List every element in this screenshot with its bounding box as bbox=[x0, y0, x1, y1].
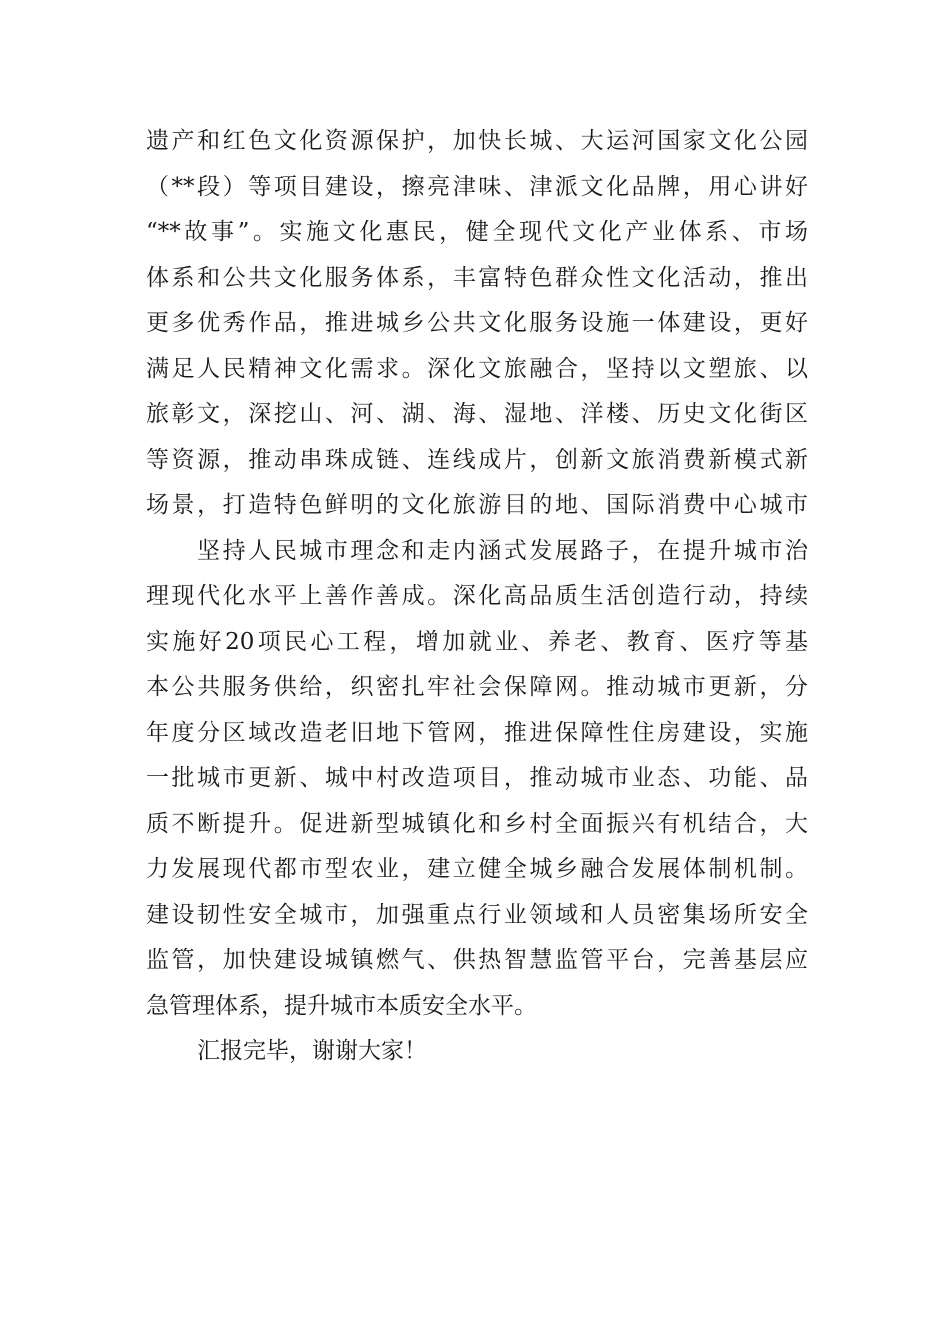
text-line: 力发展现代都市型农业，建立健全城乡融合发展体制机制。 bbox=[146, 856, 808, 882]
paragraph-culture bbox=[146, 119, 808, 529]
paragraph-city-governance bbox=[146, 529, 808, 1030]
text-line: 满足人民精神文化需求。深化文旅融合，坚持以文塑旅、以 bbox=[146, 355, 808, 382]
text-line: 体系和公共文化服务体系，丰富特色群众性文化活动，推出 bbox=[146, 264, 808, 291]
text-line: （**段）等项目建设，擦亮津味、津派文化品牌，用心讲好 bbox=[146, 173, 808, 200]
text-line: “**故事”。实施文化惠民，健全现代文化产业体系、市场 bbox=[146, 219, 808, 245]
text-line: 理现代化水平上善作善成。深化高品质生活创造行动，持续 bbox=[146, 583, 808, 609]
closing-line: 汇报完毕，谢谢大家！ bbox=[197, 1038, 427, 1064]
text-line: 遗产和红色文化资源保护，加快长城、大运河国家文化公园 bbox=[146, 128, 808, 154]
text-line: 更多优秀作品，推进城乡公共文化服务设施一体建设，更好 bbox=[146, 310, 808, 336]
text-line: 年度分区域改造老旧地下管网，推进保障性住房建设，实施 bbox=[146, 719, 808, 746]
text-line: 本公共服务供给，织密扎牢社会保障网。推动城市更新，分 bbox=[146, 674, 808, 700]
text-line: 建设韧性安全城市，加强重点行业领域和人员密集场所安全 bbox=[146, 901, 808, 928]
text-line: 急管理体系，提升城市本质安全水平。 bbox=[146, 992, 537, 1019]
text-line: 实施好20项民心工程，增加就业、养老、教育、医疗等基 bbox=[146, 628, 808, 655]
text-line: 一批城市更新、城中村改造项目，推动城市业态、功能、品 bbox=[146, 765, 808, 791]
text-line: 坚持人民城市理念和走内涵式发展路子，在提升城市治 bbox=[197, 537, 808, 564]
text-line: 等资源，推动串珠成链、连线成片，创新文旅消费新模式新 bbox=[146, 446, 808, 473]
text-line: 场景，打造特色鲜明的文化旅游目的地、国际消费中心城市 bbox=[146, 492, 808, 518]
paragraph-closing bbox=[146, 1029, 808, 1075]
text-line: 监管，加快建设城镇燃气、供热智慧监管平台，完善基层应 bbox=[146, 947, 808, 973]
text-line: 质不断提升。促进新型城镇化和乡村全面振兴有机结合，大 bbox=[146, 810, 808, 837]
text-line: 旅彰文，深挖山、河、湖、海、湿地、洋楼、历史文化街区 bbox=[146, 401, 808, 427]
document-body bbox=[146, 119, 808, 1075]
